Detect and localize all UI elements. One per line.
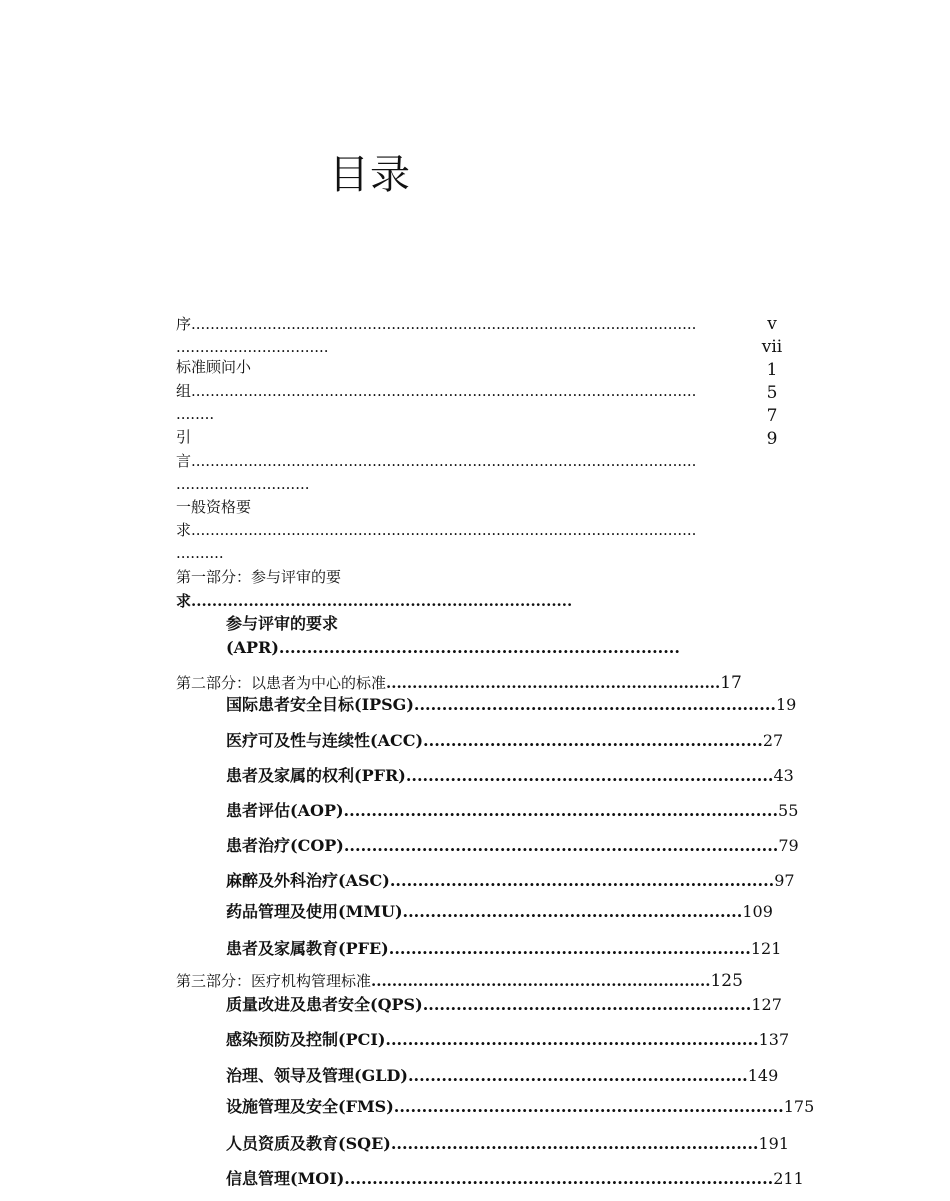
page-number: 55 [778,801,799,820]
toc-entry-sqe[interactable] [226,1133,789,1155]
entry-code: (MMU) [338,902,403,921]
toc-entry-ipsg[interactable] [226,694,796,716]
entry-label: 药品管理及使用 [226,902,339,921]
leader-dots: .............................................................................. [343,836,779,855]
entry-code: (PFR) [354,766,406,785]
leader-dots: ................................................................. [388,939,751,958]
entry-code: (GLD) [354,1066,408,1085]
page-number: 7 [766,406,778,426]
leader-dots: ................................................................. [413,695,776,714]
entry-label: 人员资质及教育 [226,1134,339,1153]
leader-dots: ................................................................... [385,1030,759,1049]
page-number: 211 [773,1169,804,1188]
toc-entry-mmu[interactable] [226,901,773,923]
page-number: 121 [750,939,782,958]
entry-code: (PFE) [338,939,389,958]
toc-entry-cop[interactable] [226,835,799,857]
toc-entry-intro[interactable]: 引 [176,428,192,446]
page-number: 127 [751,995,782,1014]
entry-label: 质量改进及患者安全 [226,995,371,1014]
leader-dots: .................................................................. [390,1134,759,1153]
toc-entry-pfr[interactable] [226,765,794,787]
toc-entry-acc[interactable] [226,730,783,752]
entry-label: 治理、领导及管理 [226,1066,355,1085]
page-number: 19 [775,695,797,714]
page-number: 191 [758,1134,790,1153]
toc-entry-advisors-dots: 组.......................................................................................................... [176,382,697,400]
entry-label: 国际患者安全目标 [226,695,355,714]
toc-entry-preface-continued: ................................ [176,338,329,356]
entry-label: 医疗可及性与连续性 [226,731,371,750]
leader-dots: ............................................................. [402,902,743,921]
leader-dots: ............................................................. [423,731,763,750]
toc-entry-moi[interactable] [226,1168,804,1190]
toc-entry-advisors[interactable]: 标准顾问小 [176,358,252,376]
leader-dots: ................................................................. [371,972,711,990]
entry-code: (AOP) [290,801,344,820]
entry-code: (SQE) [338,1134,391,1153]
entry-label: 患者评估 [226,801,291,820]
toc-entry-pfe[interactable] [226,938,781,960]
toc-entry-intro-dots: 言.......................................................................................................... [176,452,697,470]
page-number: 79 [778,836,799,855]
entry-code: (ACC) [370,731,424,750]
page-number: 9 [766,429,778,449]
toc-entry-fms[interactable] [226,1096,814,1118]
toc-entry-preface[interactable]: 序.......................................................................................................... [176,315,697,333]
entry-code: (COP) [290,836,344,855]
entry-label: 患者治疗 [226,836,291,855]
entry-label: 信息管理 [226,1169,291,1188]
toc-entry-general-requirements-continued: .......... [176,544,224,562]
leader-dots: .............................................................................. [343,801,779,820]
page-number: v [767,314,777,334]
entry-code: (ASC) [338,871,390,890]
leader-dots: ............................................................................. [344,1169,774,1188]
leader-dots: ..................................................................... [389,871,775,890]
toc-entry-part1-dots: 求......................................................................... [176,592,573,610]
page-number: vii [761,337,783,357]
toc-entry-gld[interactable] [226,1065,778,1087]
leader-dots: ................................................................ [386,674,721,692]
toc-entry-pci[interactable] [226,1029,789,1051]
entry-label: 患者及家属的权利 [226,766,355,785]
entry-label: 麻醉及外科治疗 [226,871,339,890]
toc-entry-intro-continued: ............................ [176,475,310,493]
entry-label: 患者及家属教育 [226,939,339,958]
toc-part2-heading[interactable] [176,672,742,694]
page-number: 97 [774,871,795,890]
entry-code: (FMS) [338,1097,394,1116]
page-number: 137 [758,1030,790,1049]
page-number: 27 [762,731,784,750]
leader-dots: ............................................................. [407,1066,748,1085]
page-number: 17 [720,673,742,693]
entry-code: (IPSG) [354,695,414,714]
toc-entry-apr[interactable]: 参与评审的要求 [226,614,339,633]
leader-dots: ...................................................................... [393,1097,784,1116]
page-number: 1 [766,360,778,380]
page-number: 149 [747,1066,779,1085]
toc-entry-aop[interactable] [226,800,798,822]
entry-code: (QPS) [370,995,423,1014]
page-number: 175 [783,1097,815,1116]
toc-entry-general-requirements[interactable]: 一般资格要 [176,498,252,516]
page-number: 5 [766,383,778,403]
part-label: 第二部分：以患者为中心的标准 [176,674,387,692]
entry-code: (PCI) [338,1030,386,1049]
leader-dots: ........................................................... [422,995,752,1014]
toc-entry-advisors-continued: ........ [176,405,215,423]
leader-dots: .................................................................. [405,766,774,785]
entry-label: 设施管理及安全 [226,1097,339,1116]
toc-entry-general-requirements-dots: 求.......................................................................................................... [176,521,697,539]
part-label: 第三部分：医疗机构管理标准 [176,972,372,990]
entry-label: 感染预防及控制 [226,1030,339,1049]
page-number: 109 [742,902,773,921]
page-number: 43 [773,766,794,785]
page-title: 目录 [329,152,411,198]
toc-part3-heading[interactable] [176,970,743,992]
entry-code: (MOI) [290,1169,345,1188]
page-number: 125 [710,971,743,991]
toc-entry-asc[interactable] [226,870,795,892]
toc-entry-part1[interactable]: 第一部分：参与评审的要 [176,568,342,586]
toc-entry-apr-code: (APR)........................................................................ [226,638,680,657]
toc-entry-qps[interactable] [226,994,782,1016]
